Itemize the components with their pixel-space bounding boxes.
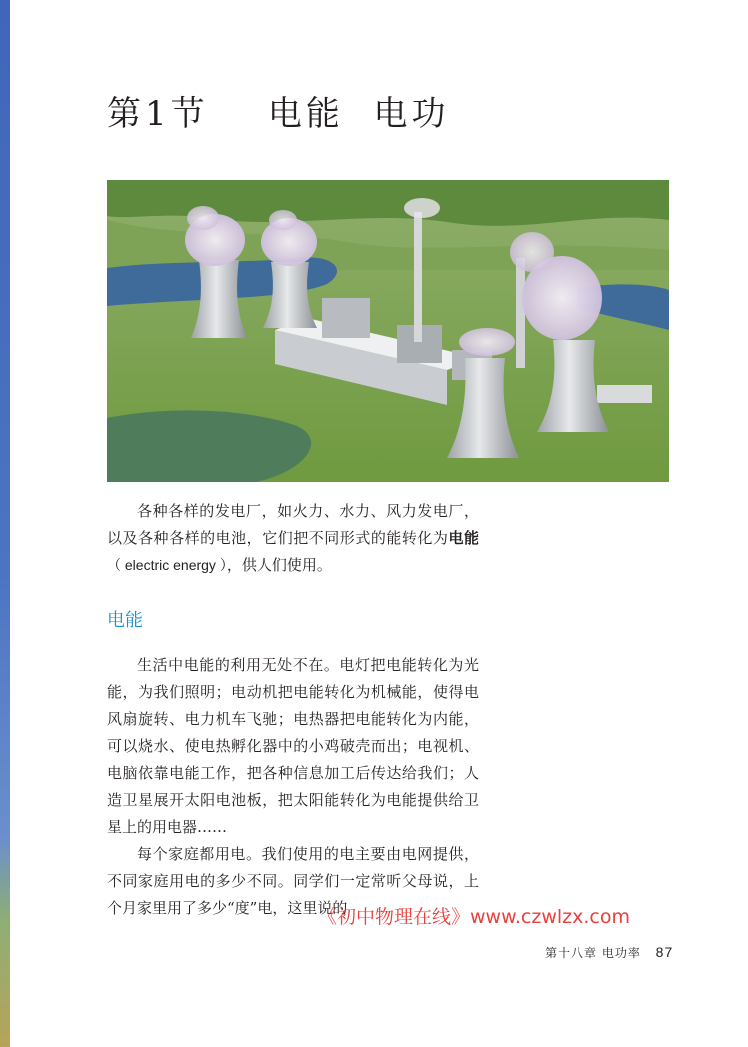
intro-text-after: ，供人们使用。 bbox=[226, 556, 332, 574]
intro-text-before: 各种各样的发电厂，如火力、水力、风力发电厂，以及各种各样的电池，它们把不同形式的能转化为 bbox=[107, 502, 479, 547]
term-english: （ electric energy ） bbox=[107, 557, 227, 573]
page-number: 87 bbox=[655, 944, 674, 960]
page-title: 第1节 电能 电功 bbox=[107, 94, 450, 134]
page-edge-strip bbox=[0, 0, 10, 1047]
body-paragraph: 生活中电能的利用无处不在。电灯把电能转化为光能，为我们照明；电动机把电能转化为机械能，使得电风扇旋转、电力机车飞驰；电热器把电能转化为内能，可以烧水、使电热孵化器中的小鸡破壳而出；电视机、电脑依靠电能工作，把各种信息加工后传达给我们；人造卫星展开太阳电池板，把太阳能转化为电能提供给卫星上的用电器…… bbox=[107, 656, 479, 836]
page-footer bbox=[545, 944, 673, 961]
power-plant-illustration bbox=[107, 180, 669, 482]
watermark: 《初中物理在线》www.czwlzx.com bbox=[318, 906, 630, 928]
section-heading: 电能 bbox=[107, 610, 143, 631]
power-plant-photo bbox=[107, 180, 669, 482]
intro-paragraph bbox=[107, 498, 479, 579]
body-paragraph: 每个家庭都用电。我们使用的电主要由电网提供，不同家庭用电的多少不同。同学们一定常听父母说，上个月家里用了多少“度”电，这里说的 bbox=[107, 845, 479, 917]
footer-chapter: 第十八章 电功率 bbox=[545, 946, 641, 960]
term-electric-energy: 电能 bbox=[448, 529, 479, 547]
